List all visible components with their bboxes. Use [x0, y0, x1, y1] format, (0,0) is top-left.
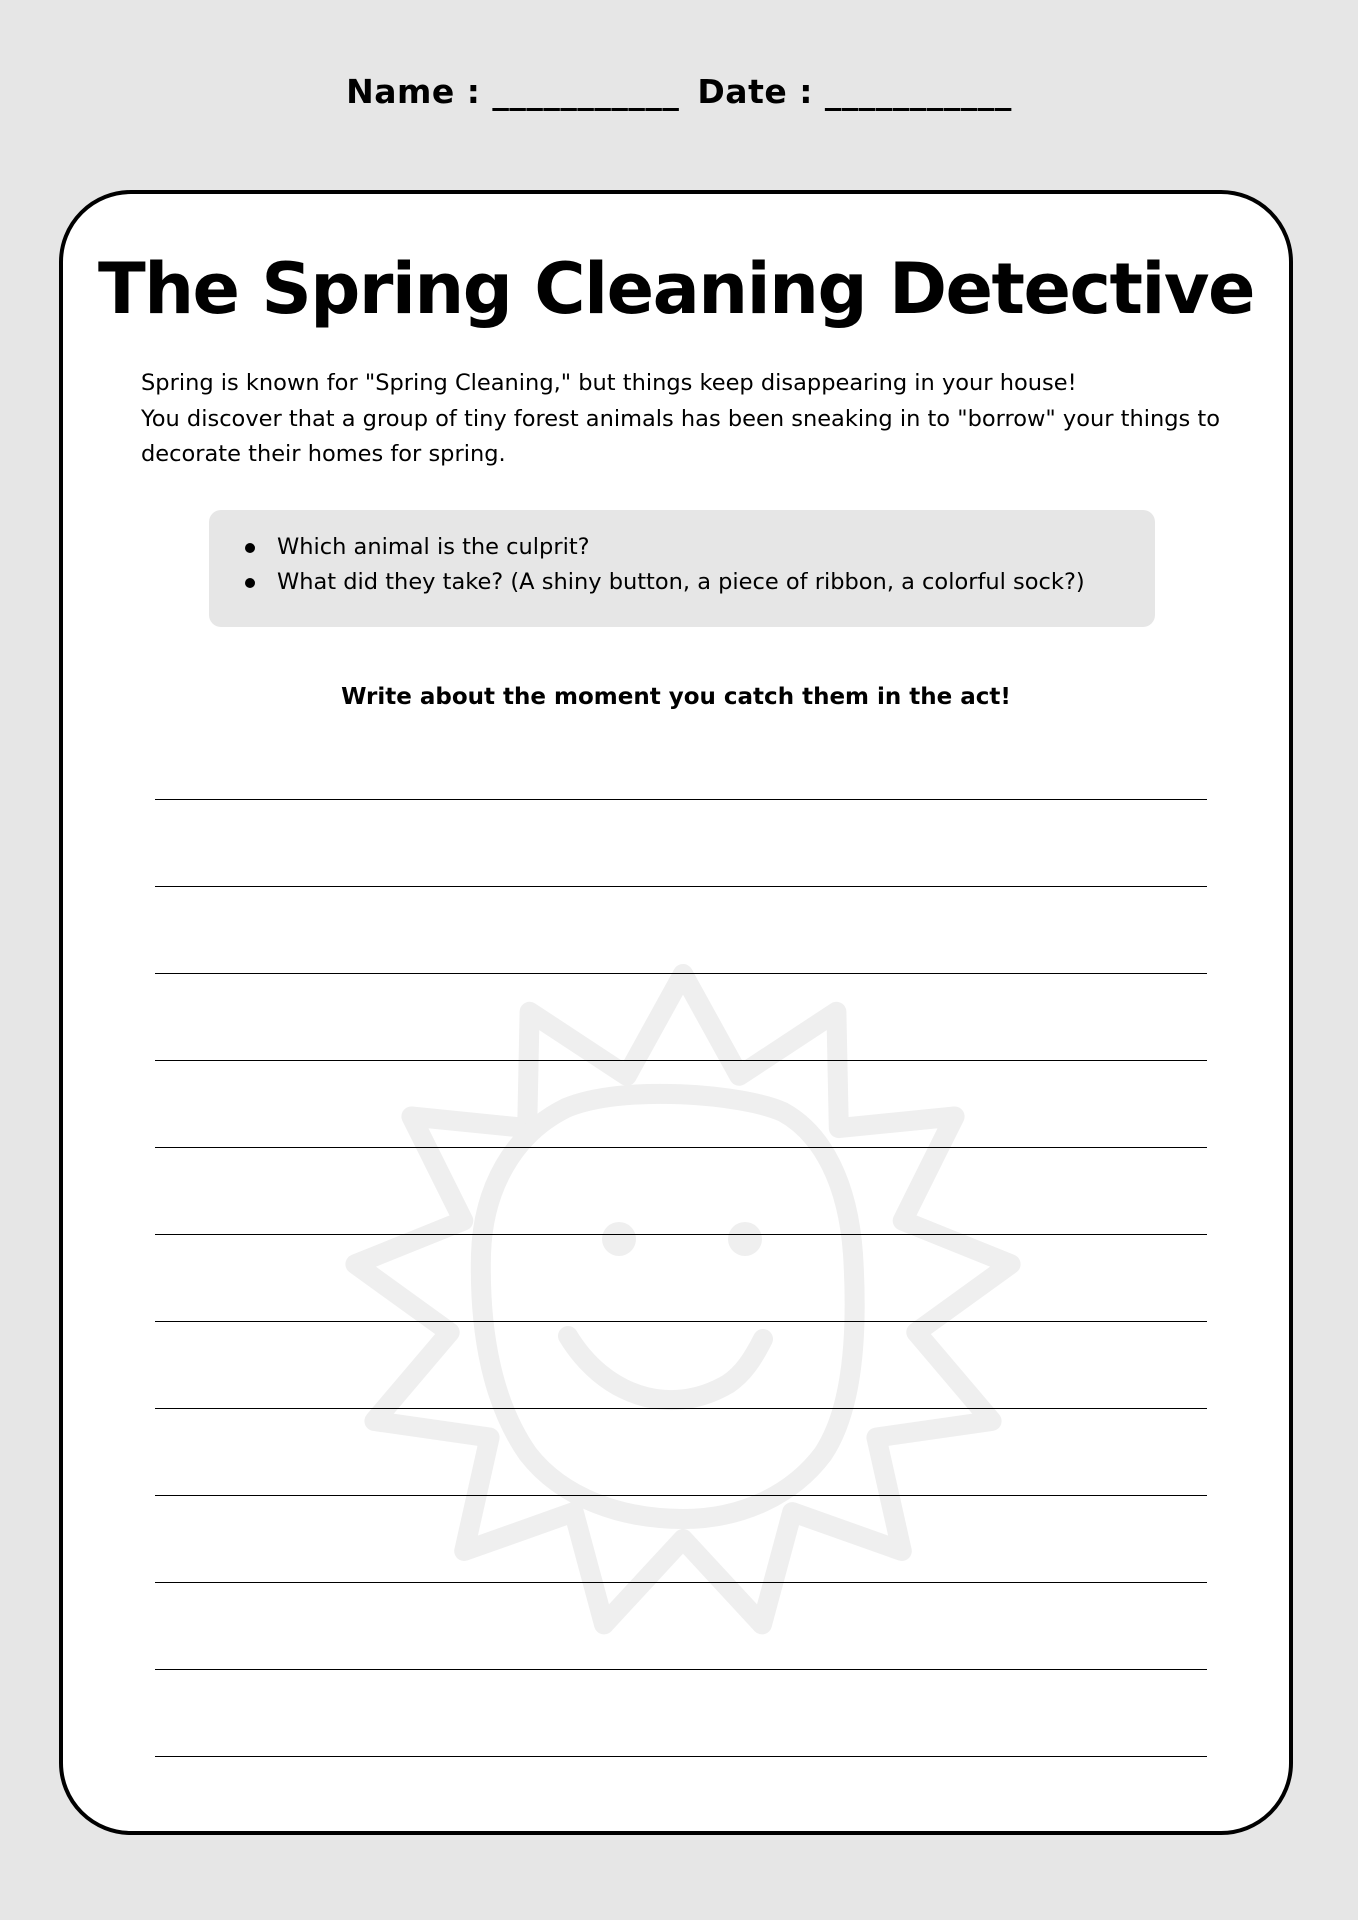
writing-line[interactable]	[155, 973, 1207, 974]
worksheet-card	[59, 190, 1293, 1835]
writing-line[interactable]	[155, 886, 1207, 887]
writing-line[interactable]	[155, 1408, 1207, 1409]
writing-line[interactable]	[155, 799, 1207, 800]
writing-line[interactable]	[155, 1495, 1207, 1496]
intro-line: You discover that a group of tiny forest animals has been sneaking in to "borrow" your things to decorate their homes for spring.	[141, 405, 1220, 467]
intro-line: Spring is known for "Spring Cleaning," but things keep disappearing in your house!	[141, 370, 1077, 396]
writing-line[interactable]	[155, 1669, 1207, 1670]
question-text: What did they take? (A shiny button, a piece of ribbon, a colorful sock?)	[277, 569, 1085, 595]
writing-line[interactable]	[155, 1756, 1207, 1757]
worksheet-title: The Spring Cleaning Detective	[97, 248, 1255, 330]
date-field-label: Date : ___________	[697, 72, 1012, 111]
name-date-header	[0, 72, 1358, 111]
writing-line[interactable]	[155, 1060, 1207, 1061]
writing-line[interactable]	[155, 1147, 1207, 1148]
writing-line[interactable]	[155, 1582, 1207, 1583]
question-text: Which animal is the culprit?	[277, 534, 590, 560]
name-field-label: Name : ___________	[346, 72, 680, 111]
writing-prompt: Write about the moment you catch them in the act!	[341, 684, 1011, 710]
writing-line[interactable]	[155, 1321, 1207, 1322]
writing-lines	[155, 194, 1207, 1831]
writing-line[interactable]	[155, 1234, 1207, 1235]
